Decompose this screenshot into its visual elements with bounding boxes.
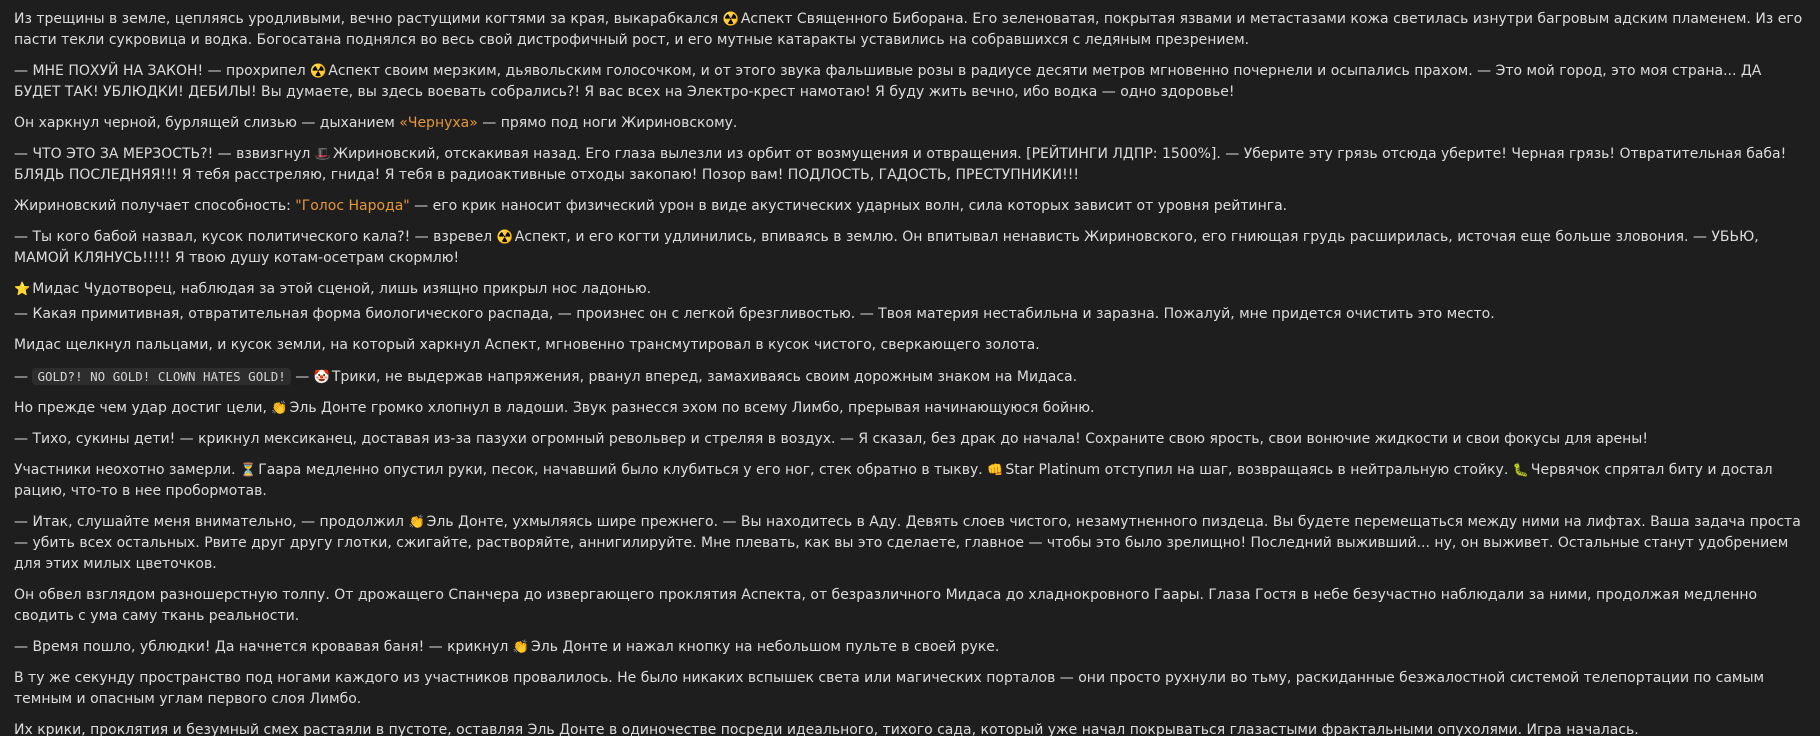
text-run: Их крики, проклятия и безумный смех растаяли в пустоте, оставляя Эль Донте в одиночестве посреди идеального, тихого сада, который уже начал покрываться глазастыми фрактальными опухолями. Игра началась. (14, 722, 1639, 736)
radioactive-icon: ☢️ (496, 230, 513, 245)
worm-icon: 🐛 (1512, 463, 1529, 478)
inline-code: GOLD?! NO GOLD! CLOWN HATES GOLD! (32, 368, 290, 385)
text-run: Червячок спрятал биту и достал рацию, что-то в нее пробормотав. (14, 462, 1773, 499)
star-icon: ⭐ (14, 282, 31, 297)
paragraph (14, 304, 1806, 325)
paragraph (14, 585, 1806, 627)
text-run: — ЧТО ЭТО ЗА МЕРЗОСТЬ?! — взвизгнул (14, 146, 315, 162)
paragraph (14, 429, 1806, 450)
paragraph (14, 61, 1806, 103)
paragraph (14, 366, 1806, 388)
text-run: — Итак, слушайте меня внимательно, — продолжил (14, 514, 409, 530)
text-run: Он харкнул черной, бурлящей слизью — дыханием (14, 115, 400, 131)
paragraph (14, 668, 1806, 710)
paragraph (14, 144, 1806, 186)
text-run: — (290, 369, 314, 385)
text-run: Аспект своим мерзким, дьявольским голосочком, и от этого звука фальшивые розы в радиусе десяти метров мгновенно почернели и осыпались прахом. — Это мой город, это моя страна... ДА БУДЕТ ТАК! УБЛЮДКИ! ДЕБИЛЫ! Вы думаете, вы здесь воевать собрались?! Я вас всех на Электро-крест намотаю! Я буду жить вечно, ибо водка — одно здоровье! (14, 63, 1762, 100)
text-run: — прямо под ноги Жириновскому. (477, 115, 738, 131)
highlighted-term: «Чернуха» (399, 115, 478, 131)
paragraph (14, 279, 1806, 300)
fist-icon: 👊 (987, 463, 1004, 478)
text-run: — Время пошло, ублюдки! Да начнется кровавая баня! — крикнул (14, 639, 513, 655)
text-run: Участники неохотно замерли. (14, 462, 241, 478)
text-run: Гаара медленно опустил руки, песок, начавший было клубиться у его ног, стек обратно в тыкву. (258, 462, 988, 478)
text-run: Эль Донте громко хлопнул в ладоши. Звук разнесся эхом по всему Лимбо, прерывая начинающуюся бойню. (289, 400, 1095, 416)
text-run: Жириновский получает способность: (14, 198, 296, 214)
radioactive-icon: ☢️ (722, 12, 739, 27)
text-run: Трики, не выдержав напряжения, рванул вперед, замахиваясь своим дорожным знаком на Мидаса. (331, 369, 1078, 385)
text-run: В ту же секунду пространство под ногами каждого из участников провалилось. Не было никаких вспышек света или магических порталов — они просто рухнули во тьму, раскиданные безжалостной системой телепортации по самым темным и опасным углам первого слоя Лимбо. (14, 670, 1765, 707)
hourglass-icon: ⏳ (240, 463, 257, 478)
text-run: — Ты кого бабой назвал, кусок политического кала?! — взревел (14, 229, 497, 245)
text-run: Эль Донте, ухмыляясь шире прежнего. — Вы находитесь в Аду. Девять слоев чистого, незамутненного пиздеца. Вы будете перемещаться между ними на лифтах. Ваша задача проста — убить всех остальных. Рвите друг другу глотки, сжигайте, растворяйте, аннигилируйте. Мне плевать, как вы это сделаете, главное — чтобы это было зрелищно! Последний выживший... ну, он выживет. Остальные станут удобрением для этих милых цветочков. (14, 514, 1801, 572)
clown-icon: 🤡 (313, 370, 330, 385)
text-run: Мидас Чудотворец, наблюдая за этой сценой, лишь изящно прикрыл нос ладонью. (32, 281, 652, 297)
text-run: — (14, 369, 33, 385)
text-run: Star Platinum отступил на шаг, возвращаясь в нейтральную стойку. (1005, 462, 1513, 478)
paragraph (14, 9, 1806, 51)
paragraph (14, 637, 1806, 658)
clapping-hands-icon: 👏 (512, 640, 530, 655)
highlighted-term: "Голос Народа" (295, 198, 410, 214)
paragraph (14, 398, 1806, 419)
text-run: Аспект, и его когти удлинились, впиваясь в землю. Он впитывал ненависть Жириновского, его гниющая грудь расширилась, источая еще больше зловония. — УБЬЮ, МАМОЙ КЛЯНУСЬ!!!!! Я твою душу котам-осетрам скормлю! (14, 229, 1759, 266)
paragraph (14, 720, 1806, 736)
text-run: — Какая примитивная, отвратительная форма биологического распада, — произнес он с легкой брезгливостью. — Твоя материя нестабильна и заразна. Пожалуй, мне придется очистить это место. (14, 306, 1495, 322)
paragraph (14, 335, 1806, 356)
clapping-hands-icon: 👏 (408, 515, 425, 530)
text-run: Из трещины в земле, цепляясь уродливыми, вечно растущими когтями за края, выкарабкался (14, 11, 723, 27)
top-hat-icon: 🎩 (314, 147, 331, 162)
radioactive-icon: ☢️ (310, 64, 327, 79)
clapping-hands-icon: 👏 (271, 401, 288, 416)
text-run: Эль Донте и нажал кнопку на небольшом пульте в своей руке. (531, 639, 1000, 655)
text-run: Аспект Священного Биборана. Его зеленоватая, покрытая язвами и метастазами кожа светилась изнутри багровым адским пламенем. Из его пасти текли сукровица и водка. Богосатана поднялся во весь свой дистрофичный рост, и его мутные катаракты уставились на собравшихся с ледяным презрением. (14, 11, 1803, 48)
text-run: — его крик наносит физический урон в виде акустических ударных волн, сила которых зависит от уровня рейтинга. (409, 198, 1288, 214)
text-run: — МНЕ ПОХУЙ НА ЗАКОН! — прохрипел (14, 63, 311, 79)
paragraph (14, 196, 1806, 217)
text-run: Мидас щелкнул пальцами, и кусок земли, на который харкнул Аспект, мгновенно трансмутировал в кусок чистого, сверкающего золота. (14, 337, 1040, 353)
text-run: Жириновский, отскакивая назад. Его глаза вылезли из орбит от возмущения и отвращения. [РЕЙТИНГИ ЛДПР: 1500%]. — Уберите эту грязь отсюда уберите! Черная грязь! Отвратительная баба! БЛЯДЬ ПОСЛЕДНЯЯ!!! Я тебя расстреляю, гнида! Я тебя в радиоактивные отходы закопаю! Позор вам! ПОДЛОСТЬ, ГАДОСТЬ, ПРЕСТУПНИКИ!!! (14, 146, 1787, 183)
text-run: Он обвел взглядом разношерстную толпу. От дрожащего Спанчера до извергающего проклятия Аспекта, от безразличного Мидаса до хладнокровного Гаары. Глаза Гостя в небе безучастно наблюдали за ними, продолжая медленно сводить с ума саму ткань реальности. (14, 587, 1758, 624)
paragraph (14, 227, 1806, 269)
text-run: Но прежде чем удар достиг цели, (14, 400, 272, 416)
paragraph (14, 512, 1806, 575)
text-run: — Тихо, сукины дети! — крикнул мексиканец, доставая из-за пазухи огромный револьвер и стреляя в воздух. — Я сказал, без драк до начала! Сохраните свою ярость, свои вонючие жидкости и свои фокусы для арены! (14, 431, 1648, 447)
paragraph (14, 460, 1806, 502)
paragraph (14, 113, 1806, 134)
